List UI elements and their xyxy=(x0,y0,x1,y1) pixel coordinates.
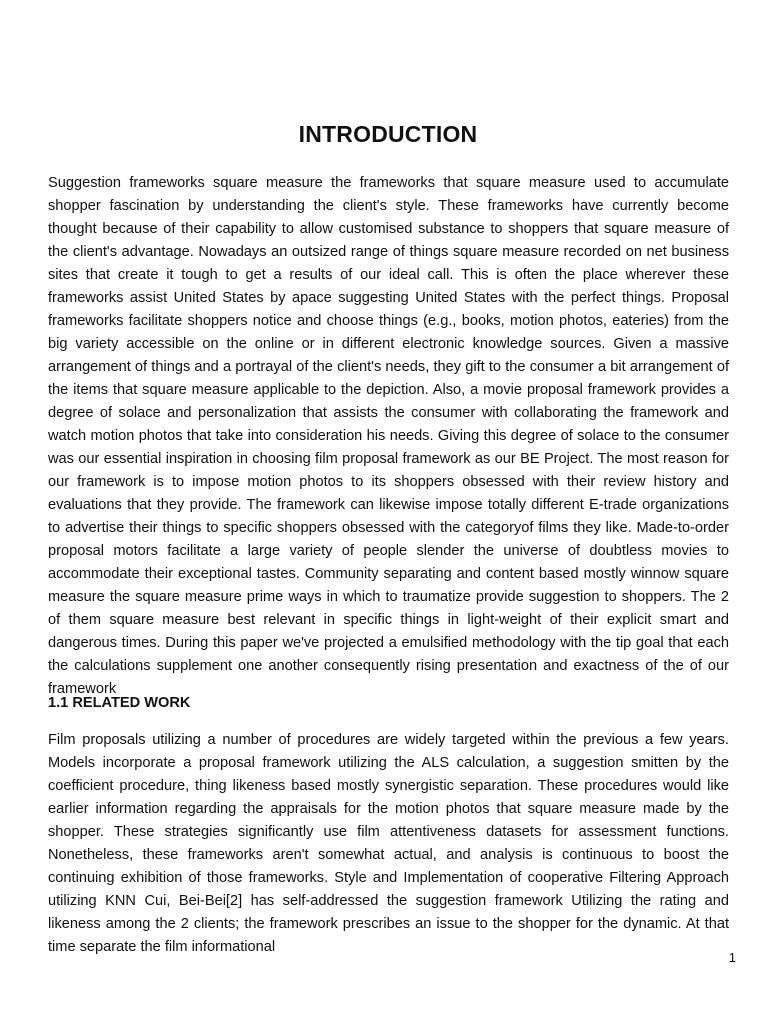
section-heading-related-work: 1.1 RELATED WORK xyxy=(48,695,191,711)
page-title: INTRODUCTION xyxy=(298,121,478,147)
page-number: 1 xyxy=(728,950,736,965)
intro-paragraph: Suggestion frameworks square measure the frameworks that square measure used to accumulate shopper fascination by understanding the client's style. These frameworks have currently become thought because of their capability to allow customised substance to shoppers that square measure of the client's advantage. Nowadays an outsized range of things square measure recorded on net business sites that create it tough to get a results of our ideal call. This is often the place wherever these frameworks assist United States by apace suggesting United States with the perfect things. Proposal frameworks facilitate shoppers notice and choose things (e.g., books, motion photos, eateries) from the big variety accessible on the online or in different electronic knowledge sources. Given a massive arrangement of things and a portrayal of the client's needs, they gift to the consumer a bit arrangement of the items that square measure applicable to the depiction. Also, a movie proposal framework provides a degree of solace and personalization that assists the consumer with collaborating the framework and watch motion photos that take into consideration his needs. Giving this degree of solace to the consumer was our essential inspiration in choosing film proposal framework as our BE Project. The most reason for our framework is to impose motion photos to its shoppers obsessed with their review history and evaluations that they provide. The framework can likewise impose totally different E-trade organizations to advertise their things to specific shoppers obsessed with the categoryof films they like. Made-to-order proposal motors facilitate a large variety of people slender the universe of doubtless movies to accommodate their exceptional tastes. Community separating and content based mostly winnow square measure the square measure prime ways in which to traumatize provide suggestion to shoppers. The 2 of them square measure best relevant in specific things in light-weight of their explicit smart and dangerous times. During this paper we've projected a emulsified methodology with the tip goal that each the calculations supplement one another consequently rising presentation and exactness of the of our framework xyxy=(48,175,729,697)
related-work-paragraph: Film proposals utilizing a number of procedures are widely targeted within the previous a few years. Models incorporate a proposal framework utilizing the ALS calculation, a suggestion smitten by the coefficient procedure, thing likeness based mostly synergistic separation. These procedures would like earlier information regarding the appraisals for the motion photos that square measure made by the shopper. These strategies significantly use film attentiveness datasets for assessment functions. Nonetheless, these frameworks aren't somewhat actual, and analysis is continuous to boost the continuing exhibition of those frameworks. Style and Implementation of cooperative Filtering Approach utilizing KNN Cui, Bei-Bei[2] has self-addressed the suggestion framework Utilizing the rating and likeness among the 2 clients; the framework prescribes an issue to the shopper for the dynamic. At that time separate the film informational xyxy=(48,732,729,955)
